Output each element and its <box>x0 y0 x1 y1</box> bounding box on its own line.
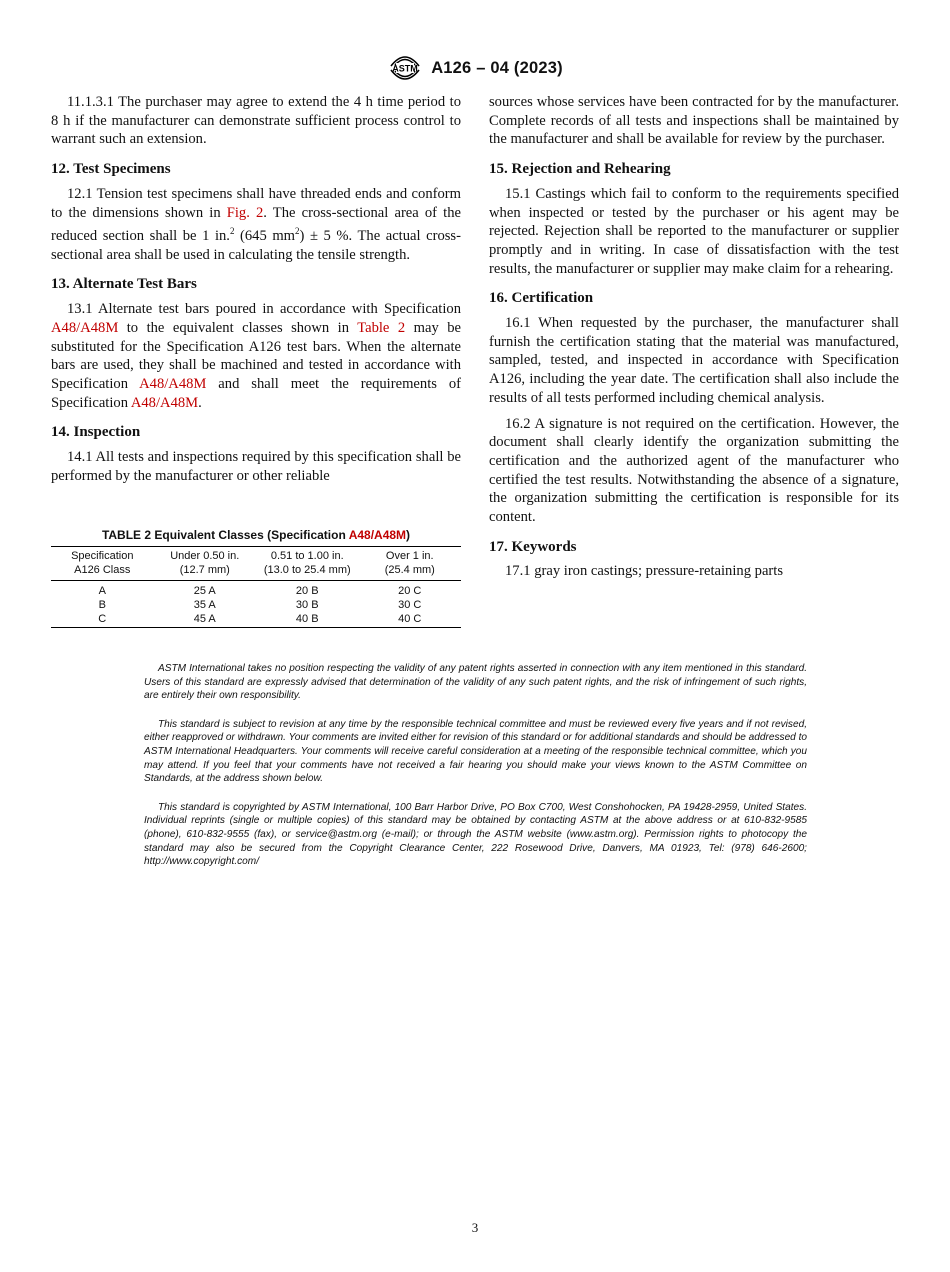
table-cell: A <box>98 585 106 597</box>
paragraph-15-1: 15.1 Castings which fail to conform to the requirements specified when inspected or tested by the purchaser or his agent may be rejected. Rejection shall be reported to the manufacturer or supplier promptly and in writing. In case of dissatisfaction with the test results, the manufacturer or supplier may make claim for a rehearing. <box>489 185 899 277</box>
table-cell: 20 B <box>295 585 319 597</box>
right-column <box>489 93 899 581</box>
paragraph-16-1: 16.1 When requested by the purchaser, the manufacturer shall furnish the certification stating that the material was manufactured, sampled, tested, and inspected in accordance with Specification A126, including the year date. The certification shall also include the results of all tests performed including chemical analysis. <box>489 315 899 406</box>
table-row <box>51 581 461 599</box>
fig-2-link[interactable]: Fig. 2 <box>226 204 264 221</box>
page-header <box>0 52 950 84</box>
paragraph-12-1: 12.1 Tension test specimens shall have threaded ends and conform to the dimensions shown in Fig. 2. The cross-sectional area of the reduced section shall be 1 in.$^2$ (645 $mm^2) \pm 5$ %. The actual cross-sectional area shall be used in calculating the tensile strength. <box>51 185 461 263</box>
copyright-notice: This standard is copyrighted by ASTM International, 100 Barr Harbor Drive, PO Box C700, West Conshohocken, PA 19428-2959, United States. Individual reprints (single or multiple copies) of this standard may be obtained by contacting ASTM at the above address or at 610-832-9585 (phone), 610-832-9555 (fax), or service@astm.org (e-mail); or through the ASTM website (www.astm.org). Permission rights to photocopy the standard may also be secured from the Copyright Clearance Center, 222 Rosewood Drive, Danvers, MA 01923, Tel: (978) 646-2600; http://www.copyright.com/ <box>144 801 807 868</box>
table-cell: 20 C <box>398 585 422 597</box>
section-16-heading: 16. Certification <box>489 290 594 307</box>
table-cell: 25 A <box>193 585 216 597</box>
table-cell: 40 B <box>295 613 319 625</box>
section-15-heading: 15. Rejection and Rehearing <box>489 161 671 178</box>
table-cell: 40 C <box>398 613 422 625</box>
table-cell: C <box>98 613 107 625</box>
paragraph-11-1-3-1: 11.1.3.1 The purchaser may agree to extend the 4 h time period to 8 h if the manufacturer can demonstrate sufficient process control to warrant such an extension. <box>51 94 461 148</box>
a48-link[interactable]: A48/A48M <box>139 376 207 392</box>
a48-link[interactable]: A48/A48M <box>348 528 407 542</box>
footnotes <box>144 662 807 884</box>
patent-notice: ASTM International takes no position respecting the validity of any patent rights asserted in connection with any item mentioned in this standard. Users of this standard are expressly advised that determination of the validity of any such patent rights, and the risk of infringement of such rights, are entirely their own responsibility. <box>144 663 807 702</box>
table-2-title: TABLE 2 Equivalent Classes (Specification A48/A48M) <box>101 528 411 542</box>
column-header: 0.51 to 1.00 in. (13.0 to 25.4 mm) <box>263 550 351 576</box>
section-17-heading: 17. Keywords <box>489 538 577 555</box>
table-cell: B <box>98 599 106 611</box>
left-column <box>51 93 461 486</box>
section-12-heading: 12. Test Specimens <box>51 161 171 178</box>
table-row <box>51 598 461 612</box>
table-cell: 35 A <box>193 599 216 611</box>
table-cell: 45 A <box>193 613 216 625</box>
table-2-link[interactable]: Table 2 <box>357 319 406 336</box>
column-header: Specification A126 Class <box>71 550 134 576</box>
paragraph-13-1: 13.1 Alternate test bars poured in accordance with Specification A48/A48M to the equivalent classes shown in Table 2 may be substituted for the Specification A126 test bars. When the alternate bars are used, they shall be machined and tested in accordance with Specification A48/A48M and shall meet the requirements of Specification A48/A48M. <box>51 301 462 411</box>
table-cell: 30 C <box>398 599 422 611</box>
table-cell: 30 B <box>295 599 319 611</box>
page-number: 3 <box>471 1220 479 1235</box>
table-row <box>51 612 461 628</box>
paragraph-14-1-continued: sources whose services have been contracted for by the manufacturer. Complete records of all tests and inspections shall be maintained by the manufacturer and shall be available for review by the purchaser. <box>489 94 899 148</box>
column-header: Under 0.50 in. (12.7 mm) <box>170 550 240 576</box>
revision-notice: This standard is subject to revision at any time by the responsible technical committee and must be reviewed every five years and if not revised, either reapproved or withdrawn. Your comments are invited either for revision of this standard or for additional standards and should be addressed to ASTM International Headquarters. Your comments will receive careful consideration at a meeting of the responsible technical committee, which you may attend. If you feel that your comments have not received a fair hearing you should make your views known to the ASTM Committee on Standards, at the address shown below. <box>144 718 808 785</box>
paragraph-17-1: 17.1 gray iron castings; pressure-retaining parts <box>505 563 784 580</box>
paragraph-16-2: 16.2 A signature is not required on the certification. However, the document shall clearly identify the organization submitting the certification and the authorized agent of the manufacturer who certified the test results. Notwithstanding the absence of a signature, the organization submitting the certification is responsible for its content. <box>489 415 899 526</box>
table-header-row <box>51 547 461 581</box>
section-13-heading: 13. Alternate Test Bars <box>51 276 197 293</box>
paragraph-14-1: 14.1 All tests and inspections required by this specification shall be performed by the manufacturer or other reliable <box>51 449 461 484</box>
svg-text:ASTM: ASTM <box>392 63 418 74</box>
astm-logo-icon <box>387 52 423 84</box>
table-2 <box>51 546 461 628</box>
column-header: Over 1 in. (25.4 mm) <box>384 550 435 576</box>
a48-link[interactable]: A48/A48M <box>51 319 119 336</box>
document-designation: A126 – 04 (2023) <box>431 58 563 77</box>
a48-link[interactable]: A48/A48M <box>130 394 199 411</box>
section-14-heading: 14. Inspection <box>51 424 141 441</box>
